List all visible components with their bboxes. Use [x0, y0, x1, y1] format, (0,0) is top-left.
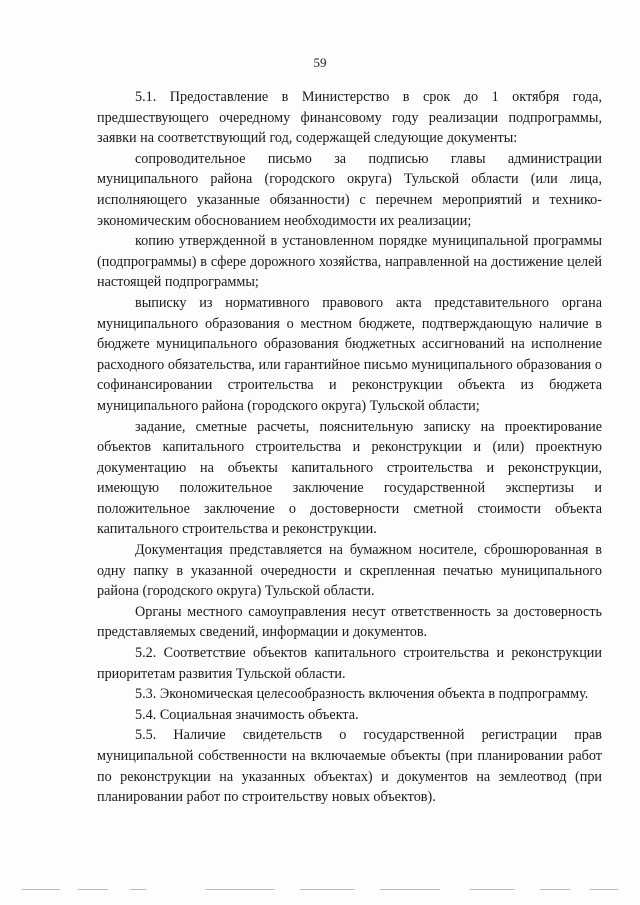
document-body: [97, 87, 602, 808]
paragraph-design-documents: задание, сметные расчеты, пояснительную записку на проектирование объектов капитального строительства и реконструкции и (или) проектную документацию на объекты капитального строительства и реконструкции, имеющую положительное заключение государственной экспертизы и положительное заключение о достоверности сметной стоимости объекта капитального строительства и реконструкции.: [97, 418, 602, 538]
paragraph-5-1: 5.1. Предоставление в Министерство в срок до 1 октября года, предшествующего очередному финансовому году реализации подпрограммы, заявки на соответствующий год, содержащей следующие документы:: [97, 89, 602, 147]
paragraph-5-2: 5.2. Соответствие объектов капитального строительства и реконструкции приоритетам развития Тульской области.: [97, 645, 602, 682]
paragraph-5-5: 5.5. Наличие свидетельств о государственной регистрации прав муниципальной собственности на включаемые объекты (при планировании работ по реконструкции на указанных объектах) и документов на землеотвод (при планировании работ по строительству новых объектов).: [97, 727, 602, 806]
scan-edge-artifacts: [0, 889, 640, 895]
paragraph-program-copy: копию утвержденной в установленном порядке муниципальной программы (подпрограммы) в сфере дорожного хозяйства, направленной на достижение целей настоящей подпрограммы;: [97, 233, 602, 291]
page-number: 59: [313, 55, 327, 70]
paragraph-cover-letter: сопроводительное письмо за подписью главы администрации муниципального района (городского округа) Тульской области (или лица, исполняющего указанные обязанности) с перечнем мероприятий и технико-экономическим обоснованием необходимости их реализации;: [97, 150, 602, 229]
paragraph-responsibility: Органы местного самоуправления несут ответственность за достоверность представляемых сведений, информации и документов.: [97, 603, 602, 641]
paragraph-budget-extract: выписку из нормативного правового акта представительного органа муниципального образования о местном бюджете, подтверждающую наличие в бюджете муниципального образования бюджетных ассигнований на исполнение расходного обязательства, или гарантийное письмо муниципального образования о софинансировании строительства и реконструкции объекта из бюджета муниципального района (городского округа) Тульской области;: [97, 294, 602, 414]
paragraph-5-4: 5.4. Социальная значимость объекта.: [135, 706, 359, 723]
paragraph-documentation-format: Документация представляется на бумажном носителе, сброшюрованная в одну папку в указанной очередности и скрепленная печатью муниципального района (городского округа) Тульской области.: [97, 542, 602, 600]
paragraph-5-3: 5.3. Экономическая целесообразность включения объекта в подпрограмму.: [135, 686, 589, 703]
